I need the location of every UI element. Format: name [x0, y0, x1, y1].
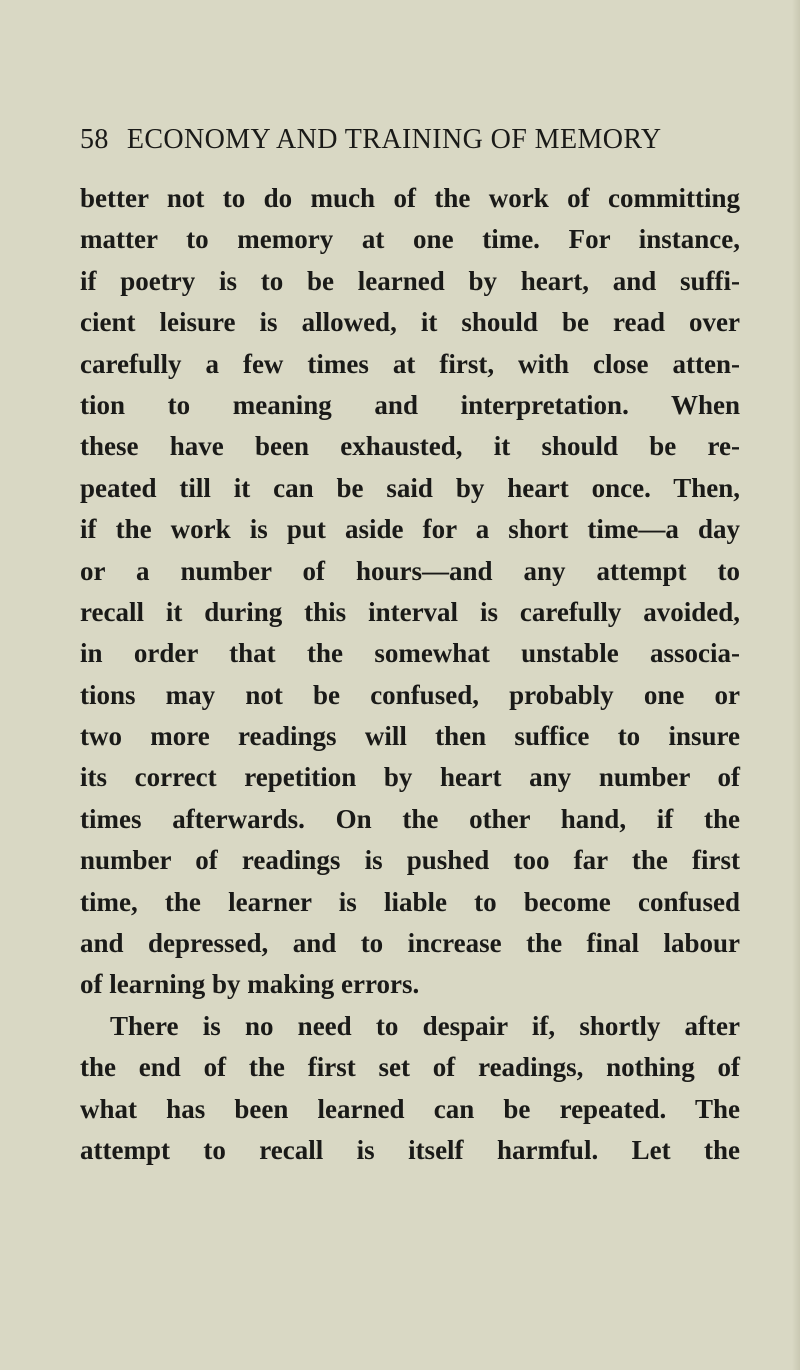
- text-line: what has been learned can be repeated. The: [80, 1093, 740, 1124]
- text-line: recall it during this interval is carefully avoided,: [80, 596, 740, 627]
- running-head: [80, 124, 740, 164]
- text-line: better not to do much of the work of committing: [80, 183, 740, 213]
- text-line: the end of the first set of readings, nothing of: [80, 1052, 740, 1083]
- text-line: its correct repetition by heart any number of: [80, 762, 740, 793]
- text-line: cient leisure is allowed, it should be read over: [80, 307, 740, 338]
- text-line: two more readings will then suffice to insure: [80, 721, 740, 752]
- body-text: [80, 178, 740, 1171]
- page-edge-shadow: [792, 0, 800, 1370]
- paragraph-start-line: There is no need to despair if, shortly after: [110, 1010, 740, 1041]
- text-line: these have been exhausted, it should be re-: [80, 431, 740, 462]
- paragraph-end-line: of learning by making errors.: [80, 969, 420, 1000]
- text-line: or a number of hours—and any attempt to: [80, 555, 740, 586]
- text-line: tion to meaning and interpretation. When: [80, 389, 740, 420]
- text-line: if poetry is to be learned by heart, and suffi-: [80, 265, 740, 296]
- text-line: in order that the somewhat unstable associa-: [80, 638, 740, 669]
- text-line: tions may not be confused, probably one or: [80, 679, 740, 710]
- text-line: times afterwards. On the other hand, if the: [80, 803, 740, 834]
- text-line: number of readings is pushed too far the first: [80, 845, 740, 876]
- text-line: time, the learner is liable to become confused: [80, 886, 740, 917]
- text-line: matter to memory at one time. For instance,: [80, 224, 740, 255]
- text-line: peated till it can be said by heart once. Then,: [80, 472, 740, 503]
- running-title: ECONOMY AND TRAINING OF MEMORY: [126, 124, 662, 155]
- text-line: if the work is put aside for a short time—a day: [80, 514, 740, 545]
- text-line: attempt to recall is itself harmful. Let the: [80, 1134, 740, 1165]
- text-line: carefully a few times at first, with close atten-: [80, 348, 740, 379]
- text-line: and depressed, and to increase the final labour: [80, 928, 740, 959]
- page-number: 58: [80, 124, 109, 155]
